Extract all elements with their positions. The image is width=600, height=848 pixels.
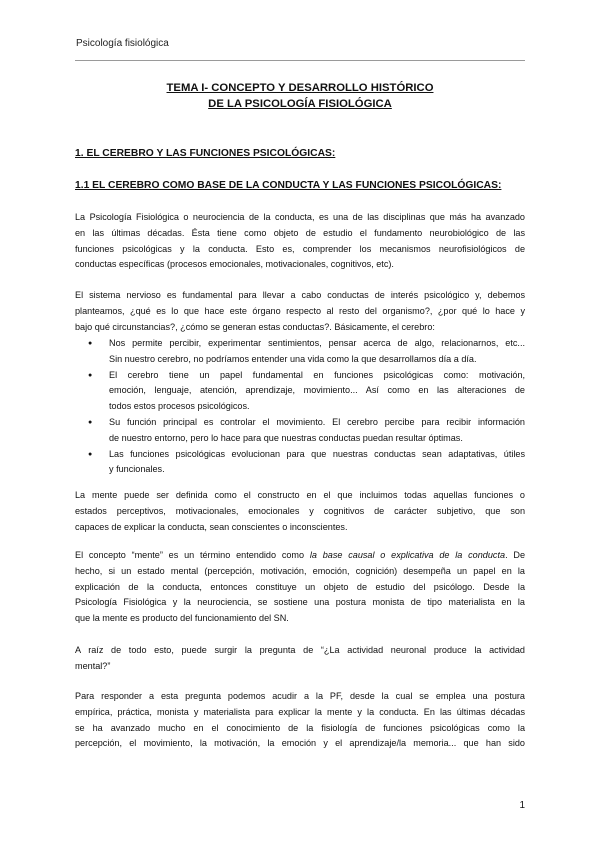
text-line: todos estos procesos psicológicos. (109, 401, 250, 412)
text-line: ● Su función principal es controlar el movimiento. El cerebro percibe para recibir información (109, 416, 525, 427)
text-line: ● El cerebro tiene un papel fundamental en funciones psicológicas como: motivación, (109, 369, 525, 380)
list-item (75, 447, 525, 479)
text-line: La mente puede ser definida como el constructo en el que incluimos todas aquellas funciones o (75, 490, 525, 500)
text-line: de nuestro entorno, pero lo hace para que nuestras conductas puedan resultar óptimas. (109, 432, 463, 443)
running-header: Psicología fisiológica (76, 38, 169, 49)
document-title (75, 80, 525, 112)
text-line: planteamos, ¿qué es lo que hace este órgano respecto al resto del organismo?, ¿por qué lo hace y (75, 305, 525, 316)
text-line: estados perceptivos, motivacionales, emocionales y cognitivos de carácter subjetivo, que son (75, 505, 525, 516)
text-line: empírica, práctica, monista y materialista para explicar la mente y la conducta. En las últimas décadas (75, 706, 525, 717)
text-line: capaces de explicar la conducta, sean conscientes o inconscientes. (75, 521, 348, 532)
text-line: Sin nuestro cerebro, no podríamos entender una vida como la que desarrollamos día a día. (109, 353, 477, 364)
text-run: . De (505, 550, 526, 560)
text-line (75, 548, 525, 564)
text-line: Psicología Fisiológica y la neurociencia, se sostiene una postura monista de tipo materialista en la (75, 597, 525, 608)
text-line: explicación de la conducta, entonces constituye un objeto de estudio del psicólogo. Desde la (75, 581, 525, 592)
text-line: mental?” (75, 660, 111, 671)
list-item (75, 415, 525, 447)
emphasized-text: la base causal o explicativa de la conducta (309, 550, 506, 560)
paragraph-5 (75, 643, 525, 675)
text-line: ● Nos permite percibir, experimentar sentimientos, pensar acerca de algo, relacionarnos, etc... (109, 338, 525, 348)
text-line: hecho, si un estado mental (percepción, motivación, emoción, cognición) desempeña un papel en la (75, 565, 525, 576)
list-item (75, 368, 525, 415)
section-heading-1: 1. EL CEREBRO Y LAS FUNCIONES PSICOLÓGICAS: (75, 148, 336, 159)
text-line: funciones psicológicas y la conducta. Esto es, comprender los mecanismos neurofisiológicos de (75, 243, 525, 254)
bullet-list (75, 336, 525, 478)
section-heading-1-1: 1.1 EL CEREBRO COMO BASE DE LA CONDUCTA Y LAS FUNCIONES PSICOLÓGICAS: (75, 180, 502, 191)
title-line-2: DE LA PSICOLOGÍA FISIOLÓGICA (208, 98, 392, 110)
header-divider (75, 60, 525, 61)
text-line: percepción, el movimiento, la motivación, la emoción y el aprendizaje/la memoria... que han sido (75, 738, 525, 749)
text-line: conductas específicas (procesos emocionales, motivacionales, cognitivos, etc). (75, 259, 394, 270)
paragraph-3 (75, 488, 525, 535)
title-line-1: TEMA I- CONCEPTO Y DESARROLLO HISTÓRICO (166, 82, 434, 94)
text-line: y funcionales. (109, 464, 165, 475)
paragraph-1 (75, 210, 525, 273)
text-line: emoción, lenguaje, atención, aprendizaje, movimiento... Así como en las alteraciones de (109, 385, 525, 396)
text-line: A raíz de todo esto, puede surgir la pregunta de “¿La actividad neuronal produce la actividad (75, 645, 525, 655)
text-line: El sistema nervioso es fundamental para llevar a cabo conductas de interés psicológico y, debemos (75, 290, 525, 300)
text-line: en las últimas décadas. Ésta tiene como objeto de estudio el fundamento neurobiológico de las (75, 227, 525, 238)
text-line: ● Las funciones psicológicas evolucionan para que nuestras conductas sean adaptativas, útiles (109, 448, 525, 459)
text-line: Para responder a esta pregunta podemos acudir a la PF, desde la cual se emplea una postura (75, 691, 525, 701)
text-line: se ha avanzado mucho en el conocimiento de la fisiología de funciones psicológicas como la (75, 722, 525, 733)
page-number: 1 (519, 800, 525, 811)
list-item (75, 336, 525, 368)
paragraph-2 (75, 288, 525, 335)
text-line: bajo qué circunstancias?, ¿cómo se generan estas conductas?. Básicamente, el cerebro: (75, 321, 435, 332)
text-run: El concepto “mente” es un término entendido como (75, 550, 310, 560)
text-line: La Psicología Fisiológica o neurociencia de la conducta, es una de las disciplinas que más ha avanzado (75, 212, 525, 222)
paragraph-4 (75, 548, 525, 627)
text-line: que la mente es producto del funcionamiento del SN. (75, 613, 289, 624)
paragraph-6 (75, 689, 525, 752)
